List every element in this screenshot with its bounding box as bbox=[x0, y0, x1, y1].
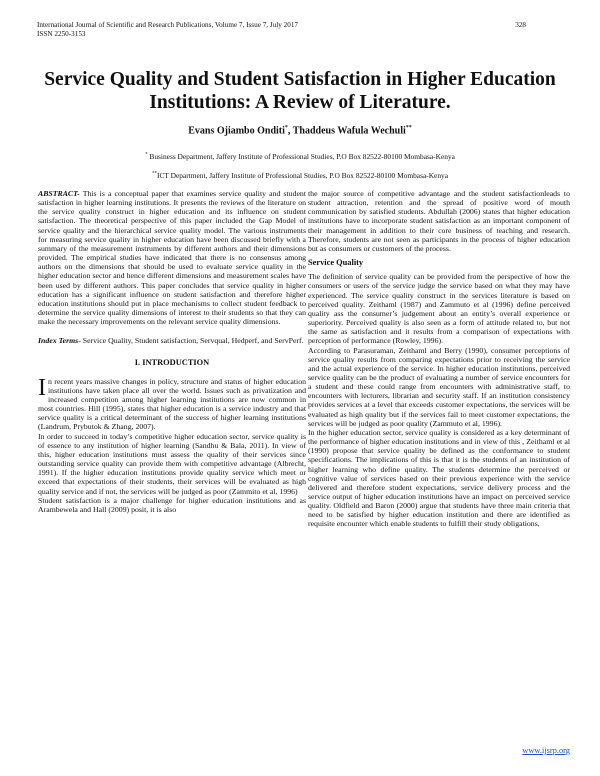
paragraph: the major source of competitive advantage and the student satisfactionleads to student attraction, retention and the spread of positive word of mouth communication by satisfied students. Abdullah (2006) states that higher education institutions have to incorporate student satisfaction as an important component of their management in addition to their core business of teaching and research. Therefore, students are not seen as participants in the process of higher education but as consumers or customers of the process. bbox=[308, 189, 570, 253]
affiliation-text: Business Department, Jaffery Institute of Professional Studies, P.O Box 82522-80100 Mombasa-Kenya bbox=[147, 152, 455, 161]
section-heading: I. INTRODUCTION bbox=[134, 357, 210, 367]
paragraph: In the higher education sector, service quality is considered as a key determinant of the performance of higher education institutions and in view of this , Zeithaml et al (1990) propose that service quality be defined as the conformance to student specifications. The implications of this is that it is the students of an institution of higher learning who define quality. The students determine the perceived or cognitive value of services based on their previous experience with the service delivered and therefore student expectations, service delivery process and the service output of higher education institutions have an impact on perceived service quality. Oldfield and Baron (2000) argue that students have three main criteria that need to be satisfied by higher education institution and there are identified as requisite encounter which enable students to fulfill their study obligations, bbox=[308, 427, 570, 529]
paragraph: Student satisfaction is a major challenge for higher education institutions and as Arambewela and Hall (2009) posit, it is also bbox=[38, 495, 306, 514]
page-number: 328 bbox=[515, 21, 526, 29]
paper-title: Service Quality and Student Satisfaction in Higher Education Institutions: A Review of Literature. bbox=[44, 69, 556, 113]
abstract-label: ABSTRACT- bbox=[38, 189, 80, 198]
affiliation-mark: ** bbox=[152, 171, 157, 177]
index-terms bbox=[38, 336, 306, 345]
paragraph-text: n recent years massive changes in policy, structure and status of higher education institutions have taken place all over the world. Issues such as privatization and increased competition among higher learning institutions are now common in most countries. Hill (1995), states that higher education is a service industry and that service quality is a critical determinant of the success of higher learning institutions (Landrum, Prybutok & Zhang, 2007). bbox=[38, 376, 306, 432]
journal-website-link[interactable]: www.ijsrp.org bbox=[522, 746, 570, 755]
author-mark: * bbox=[284, 125, 288, 131]
author-name: Evans Ojiambo Onditi bbox=[188, 125, 285, 137]
abstract bbox=[38, 189, 306, 326]
journal-line: International Journal of Scientific and Research Publications, Volume 7, Issue 7, July 2017 bbox=[37, 21, 299, 29]
affiliation-mark: * bbox=[145, 152, 148, 158]
drop-cap: I bbox=[38, 374, 46, 401]
paragraph: The definition of service quality can be provided from the perspective of how the consumers or users of the service judge the service based on what they may have experienced. The service quality construct in the services literature is based on perceived quality. Zeithaml (1987) and Zammuto et al (1996) define perceived quality ass the consumer’s judgement about an entity’s overall experience or superiority. Perceived quality is also seen as a form of attitude related to, but not the same as satisfaction and it results from a comparison of expectations with perception of performance (Rowley, 1996). bbox=[308, 272, 570, 346]
right-column bbox=[308, 189, 570, 529]
affiliation bbox=[40, 171, 560, 180]
issn: ISSN 2250-3153 bbox=[37, 30, 86, 38]
paragraph bbox=[38, 374, 306, 432]
author-separator: , bbox=[287, 125, 293, 137]
index-terms-label: Index Terms bbox=[38, 336, 79, 346]
left-column bbox=[38, 189, 306, 514]
paragraph: According to Parasuraman, Zeithaml and Berry (1990), consumer perceptions of service quality results from comparing expectations prior to receiving the service and the actual experience of the service. In higher education institutions, perceived service quality can be the product of evaluating a number of service encounters for a student and these could range from encounters with administrative staff, to encounters with lecturers, librarian and security staff. If an institution consistency provides services at a level that exceeds customer expectations, the services will be evaluated as high quality but if the services fail to meet customer expectations, the services will be judged as poor quality (Zammuto et al, 1996). bbox=[308, 345, 570, 428]
running-header bbox=[37, 21, 298, 39]
author-line bbox=[40, 125, 560, 136]
subsection-heading: Service Quality bbox=[308, 258, 364, 268]
abstract-text: This is a conceptual paper that examines service quality and student satisfaction in higher learning institutions. It presents the reviews of the literature on the service quality construct in higher education and its influence on student satisfaction. The theoretical perspective of this paper included the Gap Model of service quality and the hierarchical service quality model. The various instruments for measuring service quality in higher education have been discussed briefly with a summary of the measurement instruments by different authors and their dimensions provided. The empirical studies have indicated that there is no consensus among authors on the dimensions that should be used to evaluate service quality in the higher education sector and hence different dimensions and measurement scales have been used by different authors. This paper concludes that service quality in higher education has a significant influence on student satisfaction and therefore higher education institutions should put in place mechanisms to collect student feedback to determine the service quality dimensions of interest to their students so that they can make the necessary improvements on the relevant service quality dimensions. bbox=[38, 189, 306, 327]
index-terms-text: - Service Quality, Student satisfaction, Servqual, Hedperf, and ServPerf. bbox=[78, 336, 304, 346]
author-mark: ** bbox=[405, 125, 412, 131]
affiliation bbox=[40, 152, 560, 161]
author-name: Thaddeus Wafula Wechuli bbox=[292, 125, 406, 137]
affiliation-text: ICT Department, Jaffery Institute of Professional Studies, P.O Box 82522-80100 Mombasa-Kenya bbox=[157, 171, 448, 180]
paragraph: In order to succeed in today’s competitive higher education sector, service quality is of essence to any institution of higher learning (Sandhu & Bala, 2011). In view of this, higher education institutions must assess the quality of their services since outstanding service quality can provide them with competitive advantage (Albrecht, 1991). If the higher education institutions provide quality service which meet or exceed that expectations of their students, their services will be evaluated as high quality service and if not, the services will be judged as poor (Zammito et al, 1996) bbox=[38, 431, 306, 496]
